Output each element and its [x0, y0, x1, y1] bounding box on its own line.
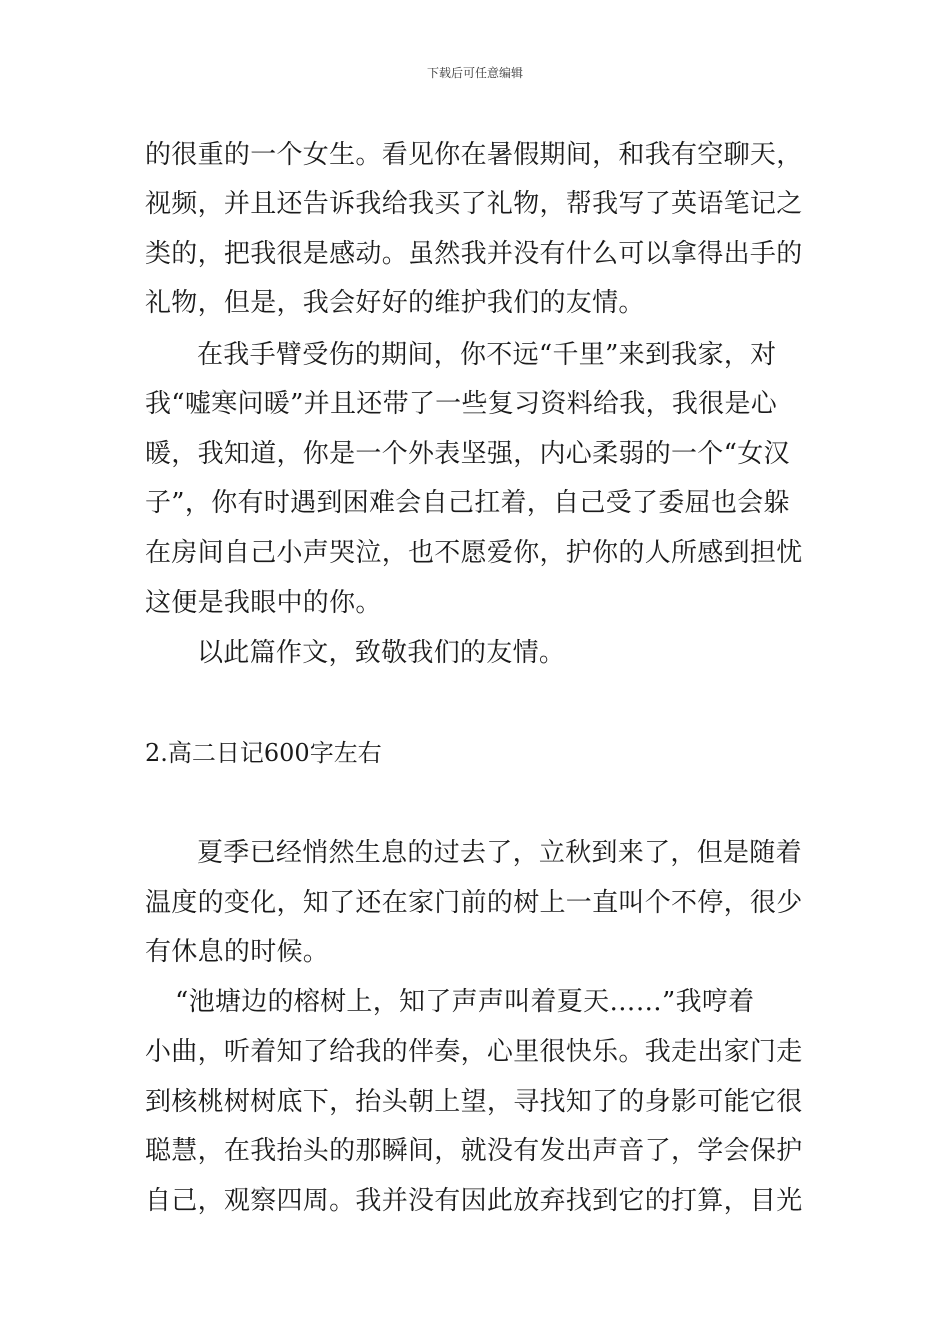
text-line: “池塘边的榕树上，知了声声叫着夏天……”我哼着: [175, 987, 755, 1017]
text-line: 小曲，听着知了给我的伴奏，心里很快乐。我走出家门走: [145, 1037, 803, 1067]
text-line: 在我手臂受伤的期间，你不远“千里”来到我家，对: [197, 340, 777, 370]
text-line: 聪慧，在我抬头的那瞬间，就没有发出声音了，学会保护: [145, 1136, 803, 1166]
text-line: 我“嘘寒问暖”并且还带了一些复习资料给我，我很是心: [145, 389, 778, 419]
text-line: 有休息的时候。: [145, 937, 330, 967]
text-line: 夏季已经悄然生息的过去了，立秋到来了，但是随着: [197, 838, 802, 868]
text-line: 以此篇作文，致敬我们的友情。: [197, 638, 566, 668]
page-header: 下载后可任意编辑: [426, 66, 523, 80]
text-line: 的很重的一个女生。看见你在暑假期间，和我有空聊天，: [145, 140, 803, 170]
text-line: 视频，并且还告诉我给我买了礼物，帮我写了英语笔记之: [145, 189, 803, 219]
text-line: 礼物，但是，我会好好的维护我们的友情。: [145, 288, 645, 318]
text-line: 这便是我眼中的你。: [145, 588, 382, 618]
text-line: 到核桃树树底下，抬头朝上望，寻找知了的身影可能它很: [145, 1087, 803, 1117]
text-line: 温度的变化，知了还在家门前的树上一直叫个不停，很少: [145, 888, 803, 918]
text-line: 在房间自己小声哭泣，也不愿爱你，护你的人所感到担忧: [145, 538, 803, 568]
text-line: 子”，你有时遇到困难会自己扛着，自己受了委屈也会躲: [145, 488, 790, 518]
text-line: 自己，观察四周。我并没有因此放弃找到它的打算，目光: [145, 1186, 803, 1216]
text-line: 暖，我知道，你是一个外表坚强，内心柔弱的一个“女汉: [145, 439, 790, 469]
text-line: 类的，把我很是感动。虽然我并没有什么可以拿得出手的: [145, 239, 803, 269]
section-title: 2.高二日记600字左右: [145, 739, 382, 767]
